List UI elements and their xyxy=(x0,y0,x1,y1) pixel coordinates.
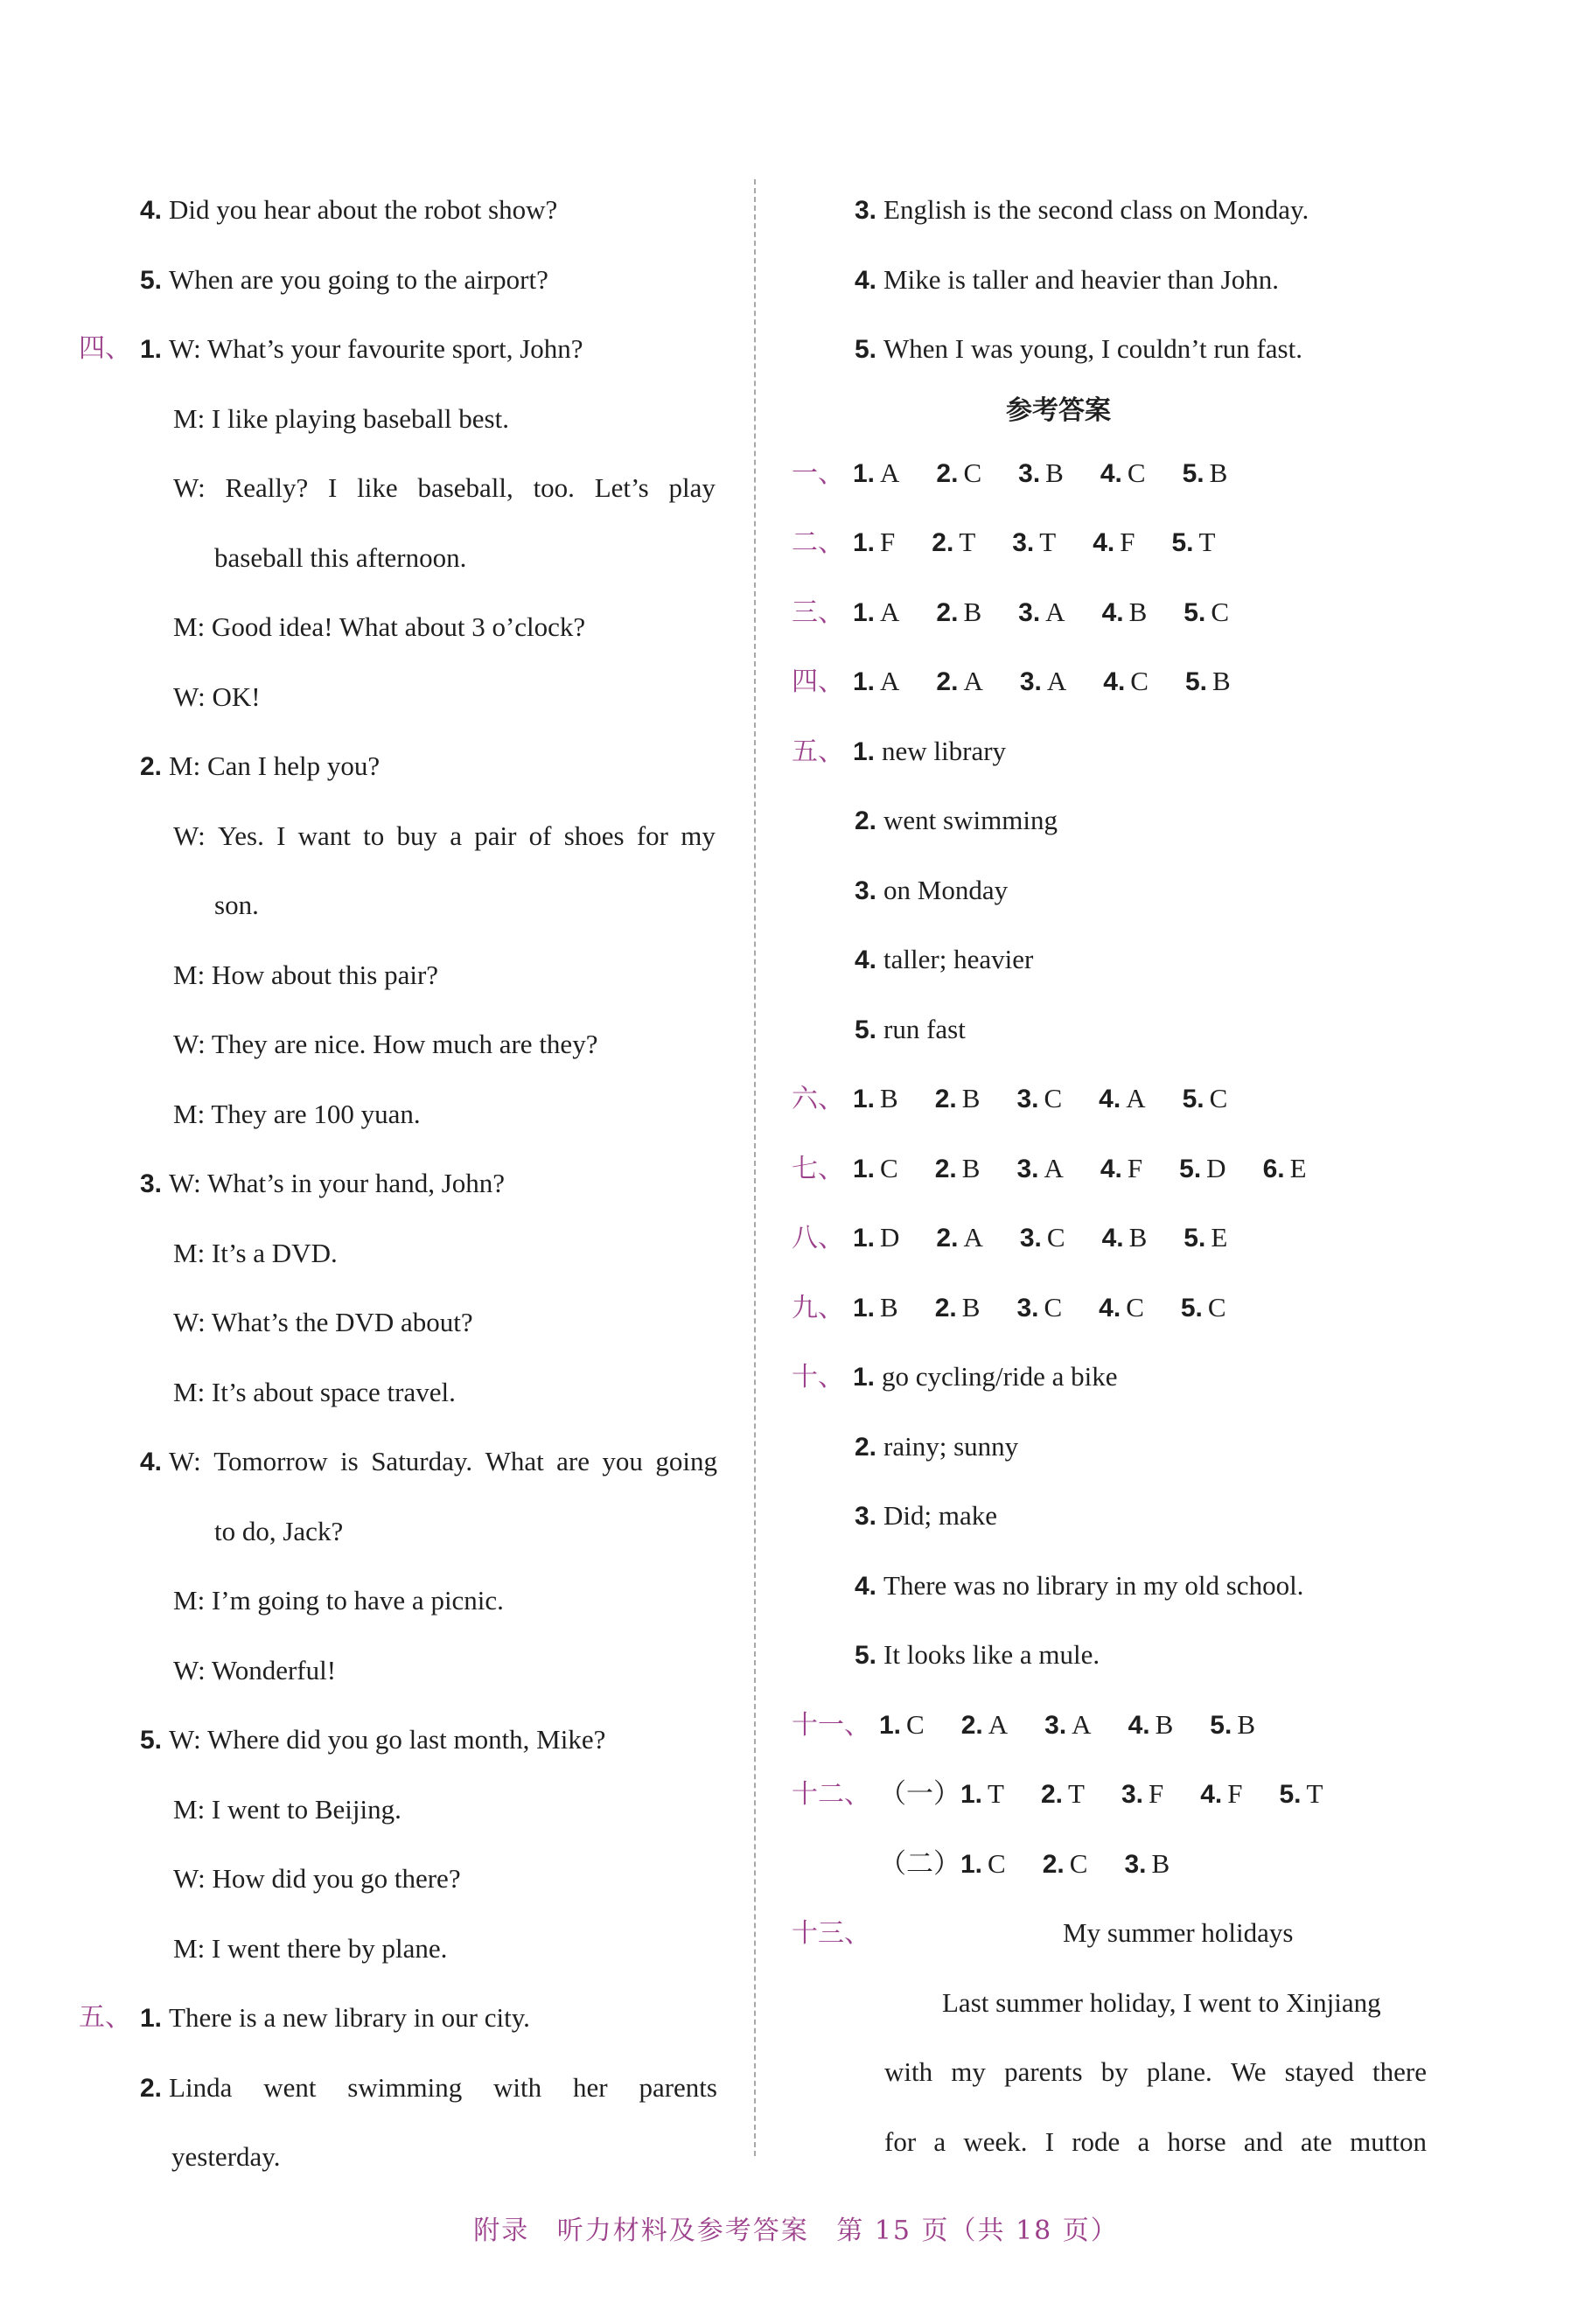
answer-row-12: 十二、 （一）1. T 2. T 3. F 4. F 5. T xyxy=(792,1759,1491,1829)
left-line-11: son. xyxy=(214,890,259,920)
section-label: 七、 xyxy=(792,1153,844,1184)
answer-row-10: 十、 1. go cycling/ride a bike xyxy=(792,1342,1491,1412)
left-line-21: M: I’m going to have a picnic. xyxy=(173,1585,504,1616)
left-line-5: W: Really? I like baseball, too. Let’s play xyxy=(173,472,716,503)
answer-10-2: 2. rainy; sunny xyxy=(855,1430,1019,1462)
answer-row-1: 一、 1. A 2. C 3. B 4. C 5. B xyxy=(792,438,1491,508)
left-line-15: 3. W: What’s in your hand, John? xyxy=(140,1168,506,1198)
left-line-28: 2. Linda went swimming with her parents xyxy=(140,2071,717,2103)
answers-heading: 参考答案 xyxy=(1006,394,1111,426)
left-line-14: M: They are 100 yuan. xyxy=(173,1098,421,1129)
section-label: 五、 xyxy=(792,736,844,767)
left-line-23: 5. W: Where did you go last month, Mike? xyxy=(140,1724,606,1755)
answer-row-11: 十一、 1. C 2. A 3. A 4. B 5. B xyxy=(792,1690,1491,1760)
page-footer xyxy=(0,2209,1592,2247)
left-line-22: W: Wonderful! xyxy=(173,1654,337,1685)
section-label: 十、 xyxy=(792,1362,844,1392)
left-line-6: baseball this afternoon. xyxy=(214,541,467,573)
section-label: 十一、 xyxy=(792,1709,870,1741)
answer-row-4: 四、 1. A 2. A 3. A 4. C 5. B xyxy=(792,646,1491,716)
left-line-25: W: How did you go there? xyxy=(173,1863,461,1894)
left-column xyxy=(79,175,735,2192)
subsection-label: （二） xyxy=(879,1847,960,1879)
answer-10-5: 5. It looks like a mule. xyxy=(855,1639,1100,1670)
left-line-10: W: Yes. I want to buy a pair of shoes for my xyxy=(173,820,716,851)
left-line-9: 2. M: Can I help you? xyxy=(140,750,381,781)
footer-title: 听力材料及参考答案 xyxy=(556,2216,809,2246)
left-line-19: 4. W: Tomorrow is Saturday. What are you going xyxy=(140,1446,717,1476)
section-label: 八、 xyxy=(792,1223,844,1253)
answer-row-5: 五、 1. new library xyxy=(792,716,1491,786)
essay-line-1: Last summer holiday, I went to Xinjiang xyxy=(942,1986,1381,2018)
left-line-13: W: They are nice. How much are they? xyxy=(173,1029,598,1059)
section-label: 二、 xyxy=(792,527,844,558)
left-line-18: M: It’s about space travel. xyxy=(173,1376,456,1407)
left-line-4: M: I like playing baseball best. xyxy=(173,402,509,434)
left-line-29: yesterday. xyxy=(171,2141,281,2172)
answer-row-3: 三、 1. A 2. B 3. A 4. B 5. C xyxy=(792,577,1491,647)
footer-page-number: 第 15 页（共 18 页） xyxy=(836,2216,1119,2246)
answer-row-9: 九、 1. B 2. B 3. C 4. C 5. C xyxy=(792,1273,1491,1343)
left-line-20: to do, Jack? xyxy=(214,1515,344,1546)
right-line-1: 3. English is the second class on Monday. xyxy=(855,194,1309,225)
left-line-1: 4. Did you hear about the robot show? xyxy=(140,194,558,225)
section-label: 四、 xyxy=(79,333,131,364)
answer-row-2: 二、 1. F 2. T 3. T 4. F 5. T xyxy=(792,507,1491,577)
essay-line-3: for a week. I rode a horse and ate mutton xyxy=(884,2125,1427,2157)
answer-10-4: 4. There was no library in my old school. xyxy=(855,1569,1304,1601)
answer-row-7: 七、 1. C 2. B 3. A 4. F 5. D 6. E xyxy=(792,1134,1491,1204)
column-divider xyxy=(754,179,756,2156)
section-label: 十三、 xyxy=(792,1918,870,1949)
left-line-24: M: I went to Beijing. xyxy=(173,1793,401,1825)
section-label: 三、 xyxy=(792,597,844,628)
answer-row-8: 八、 1. D 2. A 3. C 4. B 5. E xyxy=(792,1203,1491,1273)
answer-5-3: 3. on Monday xyxy=(855,874,1009,905)
left-line-2: 5. When are you going to the airport? xyxy=(140,263,548,295)
answer-row-6: 六、 1. B 2. B 3. C 4. A 5. C xyxy=(792,1064,1491,1134)
answer-5-4: 4. taller; heavier xyxy=(855,944,1034,974)
answer-row-13 xyxy=(792,1898,1491,1968)
section-four-line: 四、 1. W: What’s your favourite sport, John? xyxy=(79,314,735,384)
left-line-7: M: Good idea! What about 3 o’clock? xyxy=(173,611,586,642)
essay-line-2: with my parents by plane. We stayed there xyxy=(884,2056,1427,2087)
left-line-16: M: It’s a DVD. xyxy=(173,1237,338,1268)
section-label: 九、 xyxy=(792,1292,844,1323)
answer-5-2: 2. went swimming xyxy=(855,805,1058,835)
left-line-17: W: What’s the DVD about? xyxy=(173,1307,473,1337)
right-line-2: 4. Mike is taller and heavier than John. xyxy=(855,263,1279,295)
section-five-line: 五、 1. There is a new library in our city. xyxy=(79,1983,735,2053)
subsection-label: （一） xyxy=(879,1778,960,1809)
section-label: 四、 xyxy=(792,666,844,697)
essay-title: My summer holidays xyxy=(1063,1917,1294,1948)
left-line-8: W: OK! xyxy=(173,680,261,712)
section-label: 六、 xyxy=(792,1084,844,1114)
answer-row-12b: （二）1. C 2. C 3. B xyxy=(879,1847,1170,1879)
right-line-3: 5. When I was young, I couldn’t run fast. xyxy=(855,333,1302,364)
answer-5-5: 5. run fast xyxy=(855,1013,966,1044)
left-line-26: M: I went there by plane. xyxy=(173,1932,448,1964)
right-column xyxy=(792,175,1491,2176)
section-label: 一、 xyxy=(792,457,844,489)
section-label: 五、 xyxy=(79,2002,131,2033)
footer-appendix: 附录 xyxy=(473,2216,530,2246)
section-label: 十二、 xyxy=(792,1779,870,1810)
answer-10-3: 3. Did; make xyxy=(855,1500,998,1531)
left-line-12: M: How about this pair? xyxy=(173,959,439,990)
